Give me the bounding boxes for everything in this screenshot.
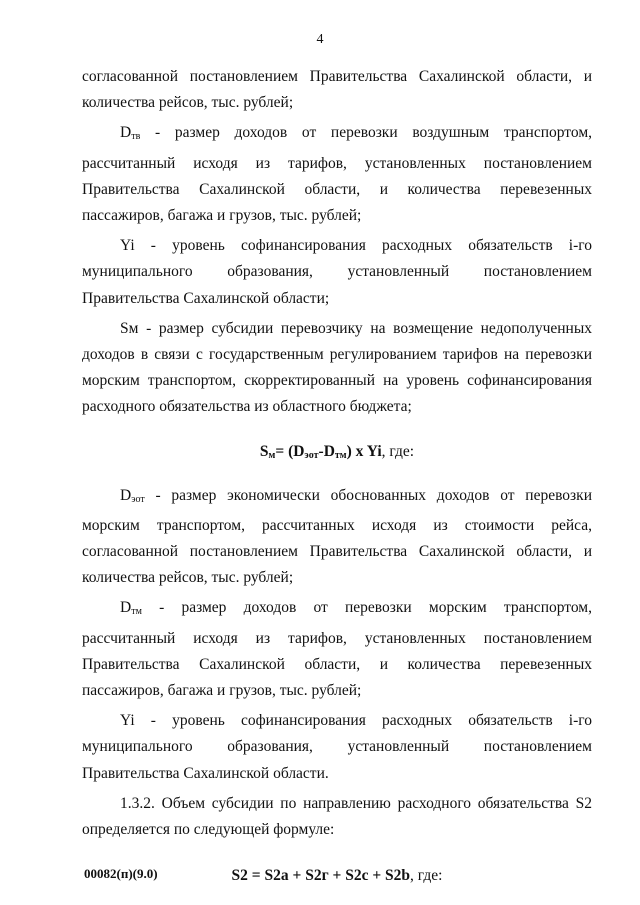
- formula-sm: $S_м= (D_{эот}-D_{тм})$ x Yi, где:: [259, 442, 415, 461]
- symbol-d: D: [120, 599, 132, 617]
- paragraph-sm-definition: [82, 316, 592, 421]
- definition-text: - размер доходов от перевозки воздушным транспортом, рассчитанный исходя из тарифов, установленных постановлением Правительства Сахалинской области, и количества перевезенных пассажиров, багажа и грузов, тыс. рублей;: [82, 124, 592, 225]
- symbol-d: D: [120, 124, 132, 142]
- symbol-d: D: [120, 486, 132, 504]
- document-body: [82, 64, 592, 905]
- definition-text: - уровень софинансирования расходных обязательств i-го муниципального образования, установленный постановлением Правительства Сахалинской области.: [82, 712, 592, 782]
- symbol-sm: Sм: [120, 319, 139, 337]
- symbol-yi: Yi: [120, 712, 135, 730]
- clause-text: 1.3.2. Объем субсидии по направлению расходного обязательства S2 определяется по следующей формуле:: [82, 794, 592, 839]
- definition-text: - размер субсидии перевозчику на возмещение недополученных доходов в связи с государственным регулированием тарифов на перевозки морским транспортом, скорректированный на уровень софинансирования расходного обязательства из областного бюджета;: [82, 319, 592, 416]
- paragraph-deot-definition: [82, 483, 592, 592]
- definition-text: - размер доходов от перевозки морским транспортом, рассчитанный исходя из тарифов, установленных постановлением Правительства Сахалинской области, и количества перевезенных пассажиров, багажа и грузов, тыс. рублей;: [82, 599, 592, 700]
- paragraph-continuation: согласованной постановлением Правительства Сахалинской области, и количества рейсов, тыс. рублей;: [82, 68, 592, 112]
- formula-s2: S2 = S2a + S2г + S2c + S2b, где:: [231, 867, 443, 885]
- paragraph-yi-definition: [82, 233, 592, 312]
- paragraph-yi-definition-2: [82, 708, 592, 787]
- definition-text: - размер экономически обоснованных доходов от перевозки морским транспортом, рассчитанных исходя из стоимости рейса, согласованной постановлением Правительства Сахалинской области, и количества рейсов, тыс. рублей;: [82, 486, 592, 587]
- symbol-yi: Yi: [120, 237, 135, 255]
- symbol-subscript: эот: [131, 493, 145, 505]
- symbol-subscript: тв: [131, 131, 141, 143]
- document-code: 00082(п)(9.0): [84, 866, 158, 881]
- definition-text: - уровень софинансирования расходных обязательств i-го муниципального образования, установленный постановлением Правительства Сахалинской области;: [82, 237, 592, 307]
- paragraph-dtv-definition: [82, 120, 592, 229]
- page-number: 4: [316, 32, 324, 47]
- symbol-subscript: тм: [131, 606, 142, 618]
- paragraph-dtm-definition: [82, 595, 592, 704]
- paragraph-1-3-2: [82, 791, 592, 843]
